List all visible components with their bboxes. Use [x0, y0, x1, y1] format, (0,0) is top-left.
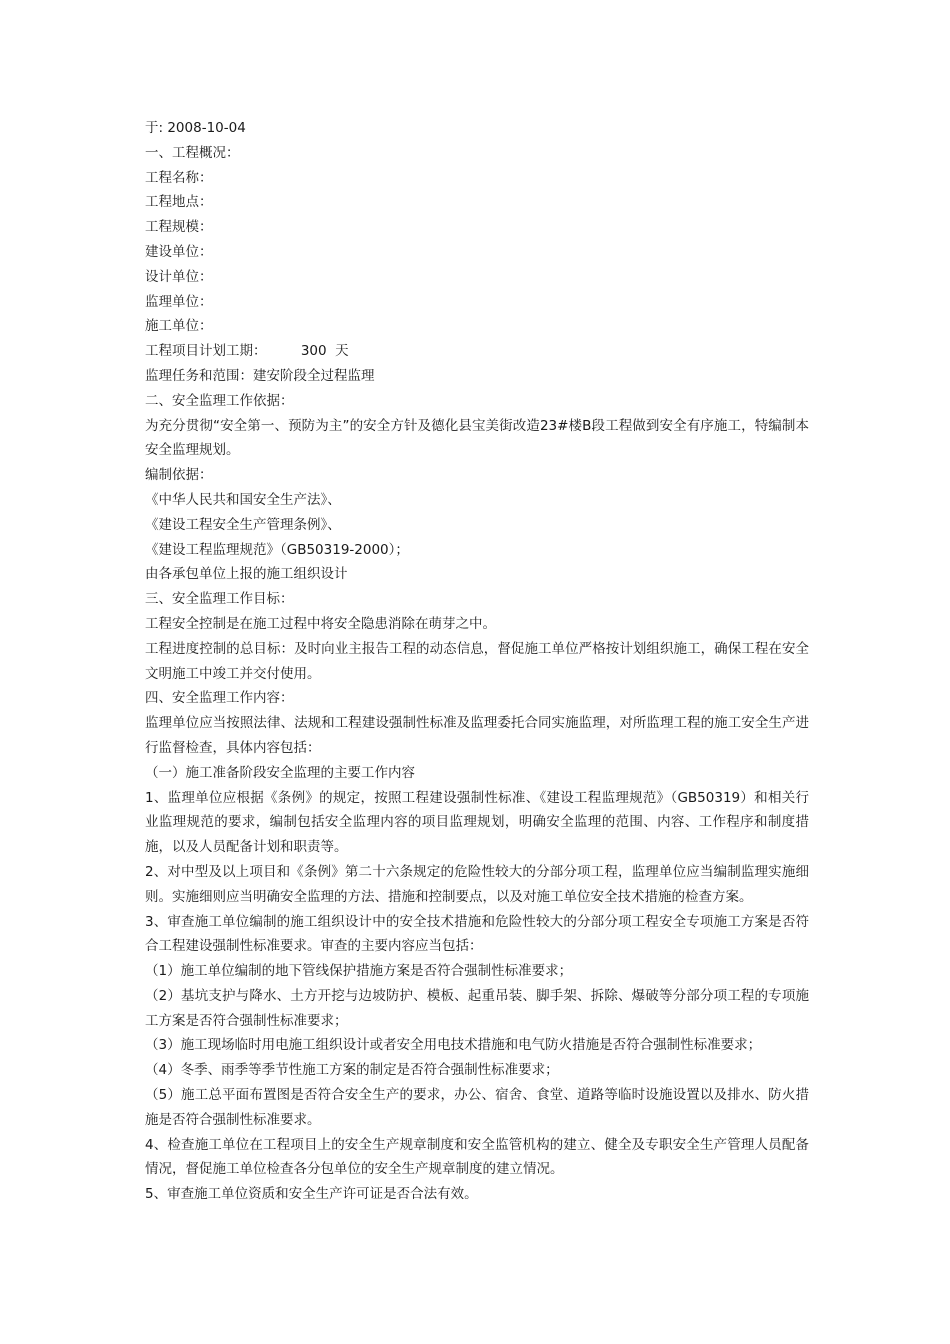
field-owner-unit: 建设单位： [145, 243, 213, 260]
basis-item: 由各承包单位上报的施工组织设计 [145, 566, 348, 583]
subheading-compilation-basis: 编制依据： [145, 467, 213, 484]
field-construction-unit: 施工单位： [145, 318, 213, 335]
list-item-4: 4、检查施工单位在工程项目上的安全生产规章制度和安全监管机构的建立、健全及专职安全生产管理人员配备情况，督促施工单位检查各分包单位的安全生产规章制度的建立情况。 [145, 1136, 809, 1178]
list-item-1: 1、监理单位应根据《条例》的规定，按照工程建设强制性标准、《建设工程监理规范》（GB50319）和相关行业监理规范的要求，编制包括安全监理内容的项目监理规划，明确安全监理的范围、内容、工作程序和制度措施，以及人员配备计划和职责等。 [145, 789, 809, 856]
section-heading-basis: 二、安全监理工作依据： [145, 392, 294, 409]
list-item-3: 3、审查施工单位编制的施工组织设计中的安全技术措施和危险性较大的分部分项工程安全专项施工方案是否符合工程建设强制性标准要求。审查的主要内容应当包括： [145, 913, 809, 955]
field-project-scale: 工程规模： [145, 219, 213, 236]
sub-item-2: （2）基坑支护与降水、土方开挖与边坡防护、模板、起重吊装、脚手架、拆除、爆破等分部分项工程的专项施工方案是否符合强制性标准要求； [145, 987, 809, 1029]
paragraph-content-intro: 监理单位应当按照法律、法规和工程建设强制性标准及监理委托合同实施监理，对所监理工程的施工安全生产进行监督检查，具体内容包括： [145, 715, 809, 756]
sub-item-1: （1）施工单位编制的地下管线保护措施方案是否符合强制性标准要求； [145, 963, 573, 980]
section-heading-content: 四、安全监理工作内容： [145, 690, 294, 707]
paragraph-schedule-goal: 工程进度控制的总目标：及时向业主报告工程的动态信息，督促施工单位严格按计划组织施工，确保工程在安全文明施工中竣工并交付使用。 [145, 640, 809, 682]
sub-item-5: （5）施工总平面布置图是否符合安全生产的要求，办公、宿舍、食堂、道路等临时设施设置以及排水、防火措施是否符合强制性标准要求。 [145, 1087, 809, 1128]
section-heading-goals: 三、安全监理工作目标： [145, 591, 294, 608]
sub-item-3: （3）施工现场临时用电施工组织设计或者安全用电技术措施和电气防火措施是否符合强制性标准要求； [145, 1037, 762, 1054]
field-supervision-unit: 监理单位： [145, 293, 213, 310]
paragraph-purpose: 为充分贯彻“安全第一、预防为主”的安全方针及德化县宝美街改造23#楼B段工程做到安全有序施工，特编制本安全监理规划。 [145, 417, 809, 459]
list-item-2: 2、对中型及以上项目和《条例》第二十六条规定的危险性较大的分部分项工程，监理单位应当编制监理实施细则。实施细则应当明确安全监理的方法、措施和控制要点，以及对施工单位安全技术措施的检查方案。 [145, 863, 809, 905]
document-date: 于: 2008-10-04 [145, 120, 246, 136]
section-heading-overview: 一、工程概况： [145, 144, 240, 161]
field-project-location: 工程地点： [145, 194, 213, 211]
document-body [145, 116, 809, 1207]
field-project-name: 工程名称： [145, 169, 213, 186]
field-design-unit: 设计单位： [145, 268, 213, 285]
sub-item-4: （4）冬季、雨季等季节性施工方案的制定是否符合强制性标准要求； [145, 1062, 559, 1079]
list-item-5: 5、审查施工单位资质和安全生产许可证是否合法有效。 [145, 1186, 478, 1203]
subheading-preparation-stage: （一）施工准备阶段安全监理的主要工作内容 [145, 764, 415, 781]
field-supervision-scope: 监理任务和范围：建安阶段全过程监理 [145, 367, 375, 384]
field-planned-duration: 工程项目计划工期： 300 天 [145, 343, 349, 360]
paragraph-safety-goal: 工程安全控制是在施工过程中将安全隐患消除在萌芽之中。 [145, 615, 496, 632]
basis-item: 《建设工程安全生产管理条例》、 [145, 516, 341, 533]
basis-item: 《中华人民共和国安全生产法》、 [145, 491, 341, 508]
basis-item: 《建设工程监理规范》（GB50319-2000）； [145, 541, 409, 558]
